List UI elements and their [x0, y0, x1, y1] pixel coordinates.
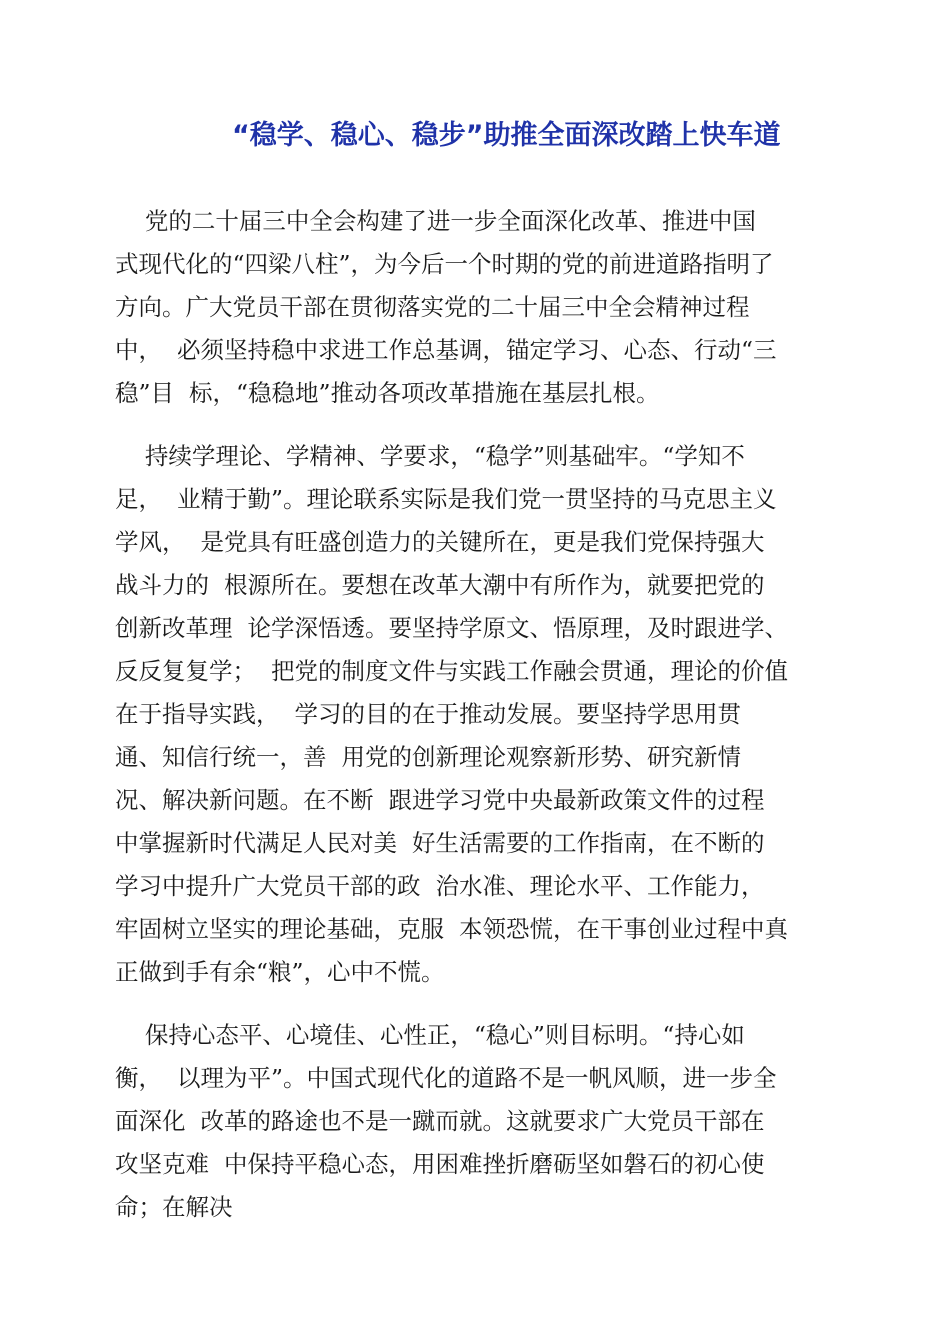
text-line: 式现代化的“四梁八柱”，为今后一个时期的党的前进道路指明了	[115, 250, 774, 278]
text-line: 稳”目 标，“稳稳地”推动各项改革措施在基层扎根。	[115, 379, 660, 407]
text-line: 学习中提升广大党员干部的政 治水准、理论水平、工作能力，	[115, 872, 765, 900]
text-line: 中掌握新时代满足人民对美 好生活需要的工作指南，在不断的	[115, 829, 765, 857]
text-line: 正做到手有余“粮”，心中不慌。	[115, 958, 445, 986]
document-title: “稳学、稳心、稳步”助推全面深改踏上快车道	[232, 120, 781, 151]
paragraph-3	[115, 1014, 845, 1229]
text-line: 牢固树立坚实的理论基础，克服 本领恐慌，在干事创业过程中真	[115, 915, 788, 943]
paragraph-2	[115, 435, 845, 994]
paragraph-1	[115, 200, 845, 415]
text-line: 中， 必须坚持稳中求进工作总基调，锚定学习、心态、行动“三	[115, 336, 777, 364]
text-line: 学风， 是党具有旺盛创造力的关键所在，更是我们党保持强大	[115, 528, 765, 556]
text-line: 保持心态平、心境佳、心性正，“稳心”则目标明。“持心如	[115, 1021, 745, 1049]
text-line: 反反复复学； 把党的制度文件与实践工作融会贯通，理论的价值	[115, 657, 788, 685]
text-line: 面深化 改革的路途也不是一蹴而就。这就要求广大党员干部在	[115, 1107, 765, 1135]
text-line: 党的二十届三中全会构建了进一步全面深化改革、推进中国	[115, 207, 756, 235]
text-line: 通、知信行统一，善 用党的创新理论观察新形势、研究新情	[115, 743, 741, 771]
text-line: 衡， 以理为平”。中国式现代化的道路不是一帆风顺，进一步全	[115, 1064, 777, 1092]
text-line: 战斗力的 根源所在。要想在改革大潮中有所作为，就要把党的	[115, 571, 765, 599]
text-line: 况、解决新问题。在不断 跟进学习党中央最新政策文件的过程	[115, 786, 765, 814]
text-line: 持续学理论、学精神、学要求，“稳学”则基础牢。“学知不	[115, 442, 745, 470]
text-line: 创新改革理 论学深悟透。要坚持学原文、悟原理，及时跟进学、	[115, 614, 788, 642]
text-line: 在于指导实践， 学习的目的在于推动发展。要坚持学思用贯	[115, 700, 741, 728]
text-line: 方向。广大党员干部在贯彻落实党的二十届三中全会精神过程	[115, 293, 750, 321]
text-line: 命；在解决	[115, 1193, 233, 1221]
text-line: 攻坚克难 中保持平稳心态，用困难挫折磨砺坚如磐石的初心使	[115, 1150, 765, 1178]
text-line: 足， 业精于勤”。理论联系实际是我们党一贯坚持的马克思主义	[115, 485, 777, 513]
document-body	[115, 200, 845, 1249]
